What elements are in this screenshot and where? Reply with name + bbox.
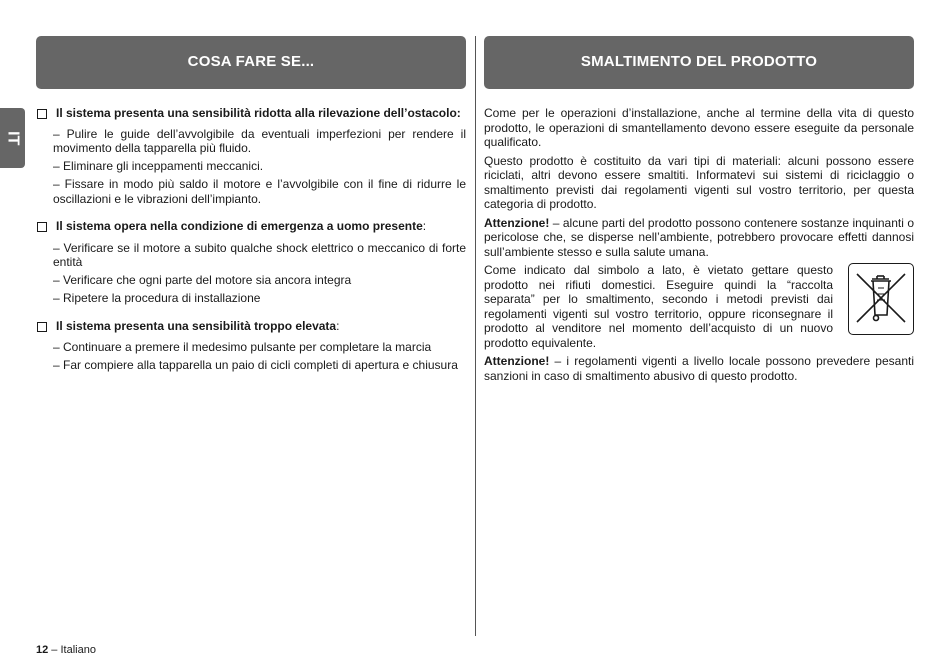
troubleshooting-column [36,106,466,376]
warning-paragraph: Attenzione! – alcune parti del prodotto possono contenere sostanze inquinanti o pericolose che, se disperse nell’ambiente, potrebbero provocare effetti dannosi sull’ambiente stesso e sulla salute umana. [484,215,914,259]
disposal-column [484,106,914,387]
language-tab-label: IT [4,130,22,146]
issue-question [36,319,466,334]
checkbox-bullet-icon [37,322,47,332]
page-footer [36,643,96,658]
issue-question [36,106,466,121]
solution-item: – Pulire le guide dell’avvolgibile da eventuali imperfezioni per rendere il movimento della tapparella più fluido. [53,126,466,155]
page-number: 12 [36,644,49,656]
bin-icon-svg [853,268,909,330]
issue-question-text: Il sistema presenta una sensibilità troppo elevata: [56,318,340,333]
checkbox-bullet-icon [37,222,47,232]
warning-paragraph: Attenzione! – i regolamenti vigenti a livello locale possono prevedere pesanti sanzioni in caso di smaltimento abusivo di questo prodotto. [484,354,914,383]
crossed-out-wheelie-bin-icon [848,263,914,335]
issue-question-text: Il sistema opera nella condizione di emergenza a uomo presente: [56,219,427,233]
solution-item: – Continuare a premere il medesimo pulsante per completare la marcia [53,340,432,354]
issue-question-text: Il sistema presenta una sensibilità ridotta alla rilevazione dell’ostacolo: [56,106,461,120]
solution-item: – Verificare se il motore a subito qualche shock elettrico o meccanico di forte entità [53,240,466,269]
section-header-troubleshooting: COSA FARE SE... [36,36,466,89]
disposal-paragraph: Questo prodotto è costituito da vari tipi di materiali: alcuni possono essere riciclati, altri devono essere smaltiti. Informatevi sui sistemi di riciclaggio o smaltimento previsti dai regolamenti vigenti sul vostro territorio, per questa categoria di prodotto. [484,153,914,211]
language-tab [0,108,25,168]
checkbox-bullet-icon [37,109,47,119]
disposal-paragraph: Come indicato dal simbolo a lato, è vietato gettare questo prodotto nei rifiuti domestici. Eseguire quindi la “raccolta separata” per lo smaltimento, secondo i metodi previsti dai regolamenti vigenti sul vostro territorio, oppure riconsegnare il prodotto al venditore nel momento dell’acquisto di un nuovo prodotto equivalente. [484,263,833,350]
solution-list [36,340,466,373]
solution-list [36,241,466,306]
column-divider [475,36,476,636]
disposal-paragraph: Come per le operazioni d’installazione, anche al termine della vita di questo prodotto, le operazioni di smantellamento devono essere eseguite da personale qualificato. [484,106,914,149]
section-header-disposal: SMALTIMENTO DEL PRODOTTO [484,36,914,89]
waste-symbol-block [484,263,914,350]
issue-section [36,106,466,206]
solution-list [36,127,466,207]
solution-item: – Far compiere alla tapparella un paio di cicli completi di apertura e chiusura [53,358,458,372]
solution-item: – Ripetere la procedura di installazione [53,291,261,305]
solution-item: – Eliminare gli inceppamenti meccanici. [53,159,264,173]
footer-language-label: – Italiano [48,644,96,656]
issue-question [36,219,466,234]
solution-item: – Fissare in modo più saldo il motore e l’avvolgibile con il fine di ridurre le oscillazioni e le vibrazioni dell’impianto. [53,177,466,206]
issue-section [36,219,466,306]
issue-section [36,319,466,373]
solution-item: – Verificare che ogni parte del motore sia ancora integra [53,273,352,287]
